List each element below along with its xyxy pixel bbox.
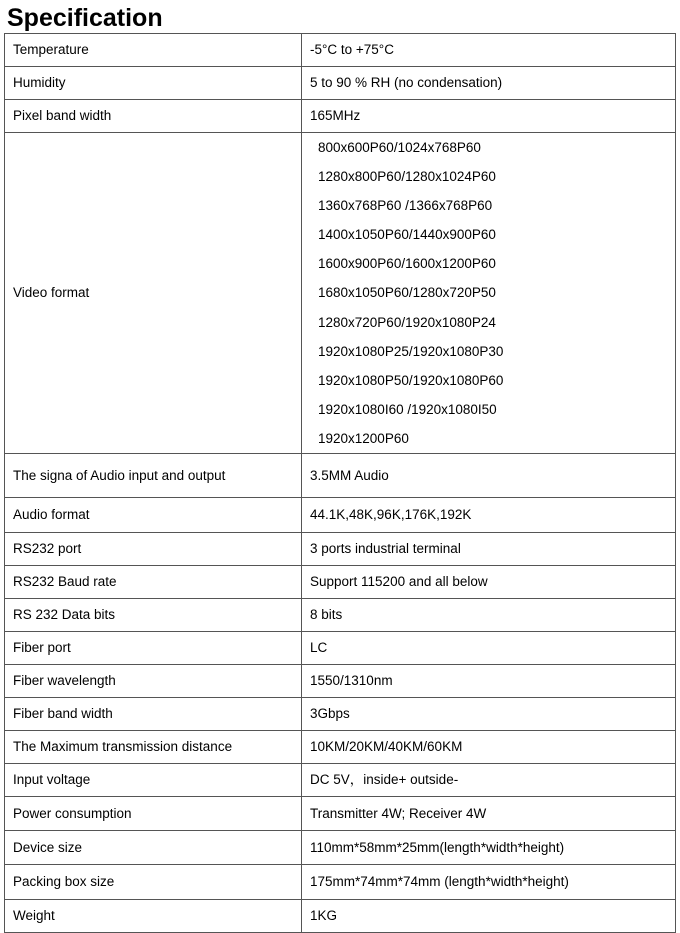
row-value: 5 to 90 % RH (no condensation): [302, 67, 676, 100]
table-row: [5, 599, 676, 632]
table-row: [5, 764, 676, 797]
row-label: Device size: [5, 831, 302, 865]
table-row: [5, 533, 676, 566]
row-value: 10KM/20KM/40KM/60KM: [302, 731, 676, 764]
row-value: Transmitter 4W; Receiver 4W: [302, 797, 676, 831]
row-value: 175mm*74mm*74mm (length*width*height): [302, 865, 676, 900]
row-label: Video format: [5, 133, 302, 454]
list-item: 1680x1050P60/1280x720P50: [318, 285, 496, 301]
table-row: [5, 133, 676, 454]
row-label: RS 232 Data bits: [5, 599, 302, 632]
row-label: Pixel band width: [5, 100, 302, 133]
video-format-cell: [302, 133, 676, 454]
list-item: 1400x1050P60/1440x900P60: [318, 227, 496, 243]
row-value: 1KG: [302, 900, 676, 933]
page-title: Specification: [7, 4, 163, 32]
row-value: DC 5V，inside+ outside-: [302, 764, 676, 797]
list-item: 1280x720P60/1920x1080P24: [318, 314, 496, 330]
list-item: 1920x1080P50/1920x1080P60: [318, 372, 504, 388]
table-row: [5, 665, 676, 698]
row-value: 3Gbps: [302, 698, 676, 731]
list-item: 1280x800P60/1280x1024P60: [318, 169, 496, 185]
table-row: [5, 698, 676, 731]
list-item: 800x600P60/1024x768P60: [318, 140, 481, 155]
table-row: [5, 566, 676, 599]
table-row: [5, 865, 676, 900]
row-value: 1550/1310nm: [302, 665, 676, 698]
table-row: [5, 632, 676, 665]
row-label: The Maximum transmission distance: [5, 731, 302, 764]
row-label: Fiber band width: [5, 698, 302, 731]
table-row: [5, 100, 676, 133]
table-row: [5, 498, 676, 533]
row-label: Temperature: [5, 34, 302, 67]
table-row: [5, 67, 676, 100]
row-value: 3.5MM Audio: [302, 454, 676, 498]
video-format-list: [310, 133, 667, 453]
table-row: [5, 454, 676, 498]
table-row: [5, 831, 676, 865]
list-item: 1600x900P60/1600x1200P60: [318, 256, 496, 272]
table-row: [5, 900, 676, 933]
table-row: [5, 797, 676, 831]
row-label: Weight: [5, 900, 302, 933]
row-value: 44.1K,48K,96K,176K,192K: [302, 498, 676, 533]
row-label: Audio format: [5, 498, 302, 533]
row-value: 8 bits: [302, 599, 676, 632]
list-item: 1920x1080I60 /1920x1080I50: [318, 401, 497, 417]
row-label: The signa of Audio input and output: [5, 454, 302, 498]
row-value: 3 ports industrial terminal: [302, 533, 676, 566]
row-value: 110mm*58mm*25mm(length*width*height): [302, 831, 676, 865]
row-label: Input voltage: [5, 764, 302, 797]
row-label: Fiber port: [5, 632, 302, 665]
row-value: LC: [302, 632, 676, 665]
table-row: [5, 731, 676, 764]
row-value: 165MHz: [302, 100, 676, 133]
row-value: -5°C to +75°C: [302, 34, 676, 67]
row-value: Support 115200 and all below: [302, 566, 676, 599]
table-row: [5, 34, 676, 67]
specification-table: [4, 33, 676, 933]
row-label: Power consumption: [5, 797, 302, 831]
row-label: Humidity: [5, 67, 302, 100]
list-item: 1920x1080P25/1920x1080P30: [318, 343, 504, 359]
row-label: Packing box size: [5, 865, 302, 900]
row-label: Fiber wavelength: [5, 665, 302, 698]
row-label: RS232 Baud rate: [5, 566, 302, 599]
row-label: RS232 port: [5, 533, 302, 566]
list-item: 1920x1200P60: [318, 430, 409, 446]
list-item: 1360x768P60 /1366x768P60: [318, 198, 493, 214]
